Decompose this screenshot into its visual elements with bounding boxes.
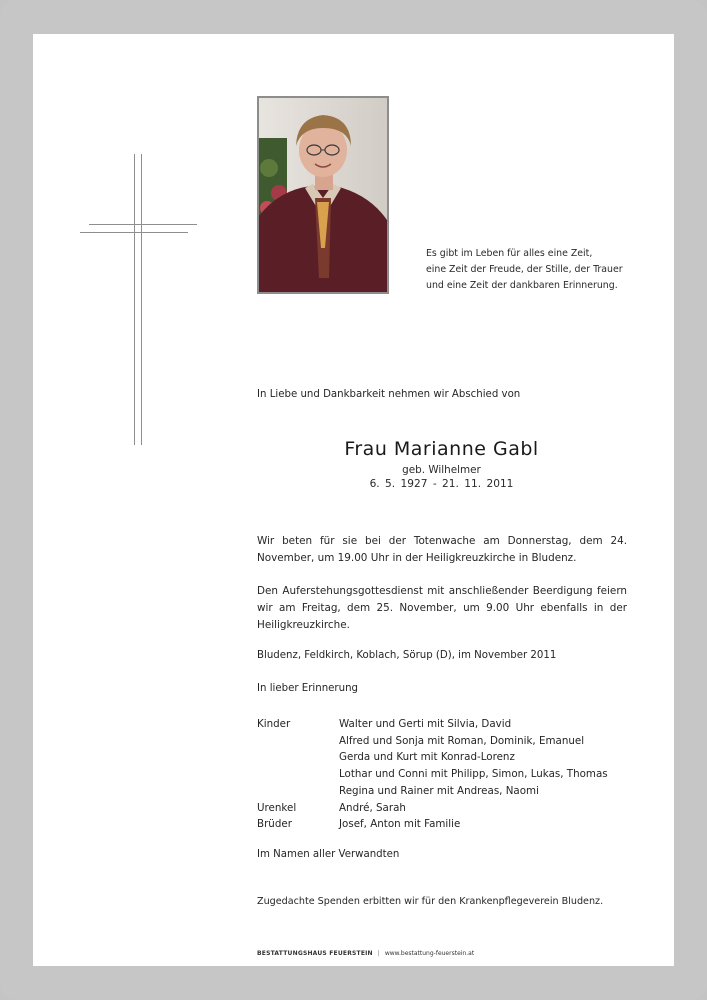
relatives-label: Urenkel (257, 801, 297, 814)
kinsfolk-text: Im Namen aller Verwandten (257, 849, 400, 860)
deceased-block (257, 436, 626, 492)
deceased-name: Frau Marianne Gabl (344, 438, 539, 460)
footer-separator: | (377, 950, 380, 957)
birth-name: geb. Wilhelmer (402, 464, 481, 476)
poem (426, 246, 656, 293)
donation-text: Zugedachte Spenden erbitten wir für den Krankenpflegeverein Bludenz. (257, 896, 604, 907)
relative-entry: Regina und Rainer mit Andreas, Naomi (339, 784, 539, 797)
obituary-sheet (33, 34, 674, 966)
relatives-names (339, 716, 608, 800)
intro-text: In Liebe und Dankbarkeit nehmen wir Abschied von (257, 389, 521, 400)
life-dates: 6. 5. 1927 - 21. 11. 2011 (369, 478, 514, 490)
relatives-row-brueder (257, 816, 637, 833)
relative-entry: Walter und Gerti mit Silvia, David (339, 718, 512, 730)
place-date: Bludenz, Feldkirch, Koblach, Sörup (D), im November 2011 (257, 650, 557, 661)
relatives-list (257, 716, 637, 833)
relatives-names (339, 816, 460, 833)
poem-line: und eine Zeit der dankbaren Erinnerung. (426, 279, 618, 291)
poem-line: Es gibt im Leben für alles eine Zeit, (426, 248, 593, 259)
relatives-label: Kinder (257, 718, 291, 730)
footer-brand: BESTATTUNGSHAUS FEUERSTEIN (257, 950, 373, 957)
poem-line: eine Zeit der Freude, der Stille, der Trauer (426, 263, 623, 275)
service-paragraph: Den Auferstehungsgottesdienst mit anschließender Beerdigung feiern wir am Freitag, dem 25. November, um 9.00 Uhr ebenfalls in der Heiligkreuzkirche. (257, 585, 627, 631)
relative-entry: Josef, Anton mit Familie (339, 818, 461, 831)
relative-entry: André, Sarah (339, 801, 406, 814)
relatives-label: Brüder (257, 818, 292, 831)
portrait-photo (257, 96, 389, 294)
footer (257, 950, 474, 957)
relative-entry: Lothar und Conni mit Philipp, Simon, Lukas, Thomas (339, 768, 608, 781)
relatives-names (339, 800, 406, 817)
relatives-row-urenkel (257, 800, 637, 817)
relative-entry: Gerda und Kurt mit Konrad-Lorenz (339, 751, 515, 764)
wake-paragraph: Wir beten für sie bei der Totenwache am Donnerstag, dem 24. November, um 19.00 Uhr in der Heiligkreuzkirche in Bludenz. (257, 535, 627, 564)
footer-url[interactable]: www.bestattung-feuerstein.at (384, 950, 475, 957)
relatives-row-kinder (257, 716, 637, 800)
relative-entry: Alfred und Sonja mit Roman, Dominik, Emanuel (339, 734, 585, 747)
remembrance-text: In lieber Erinnerung (257, 683, 358, 694)
